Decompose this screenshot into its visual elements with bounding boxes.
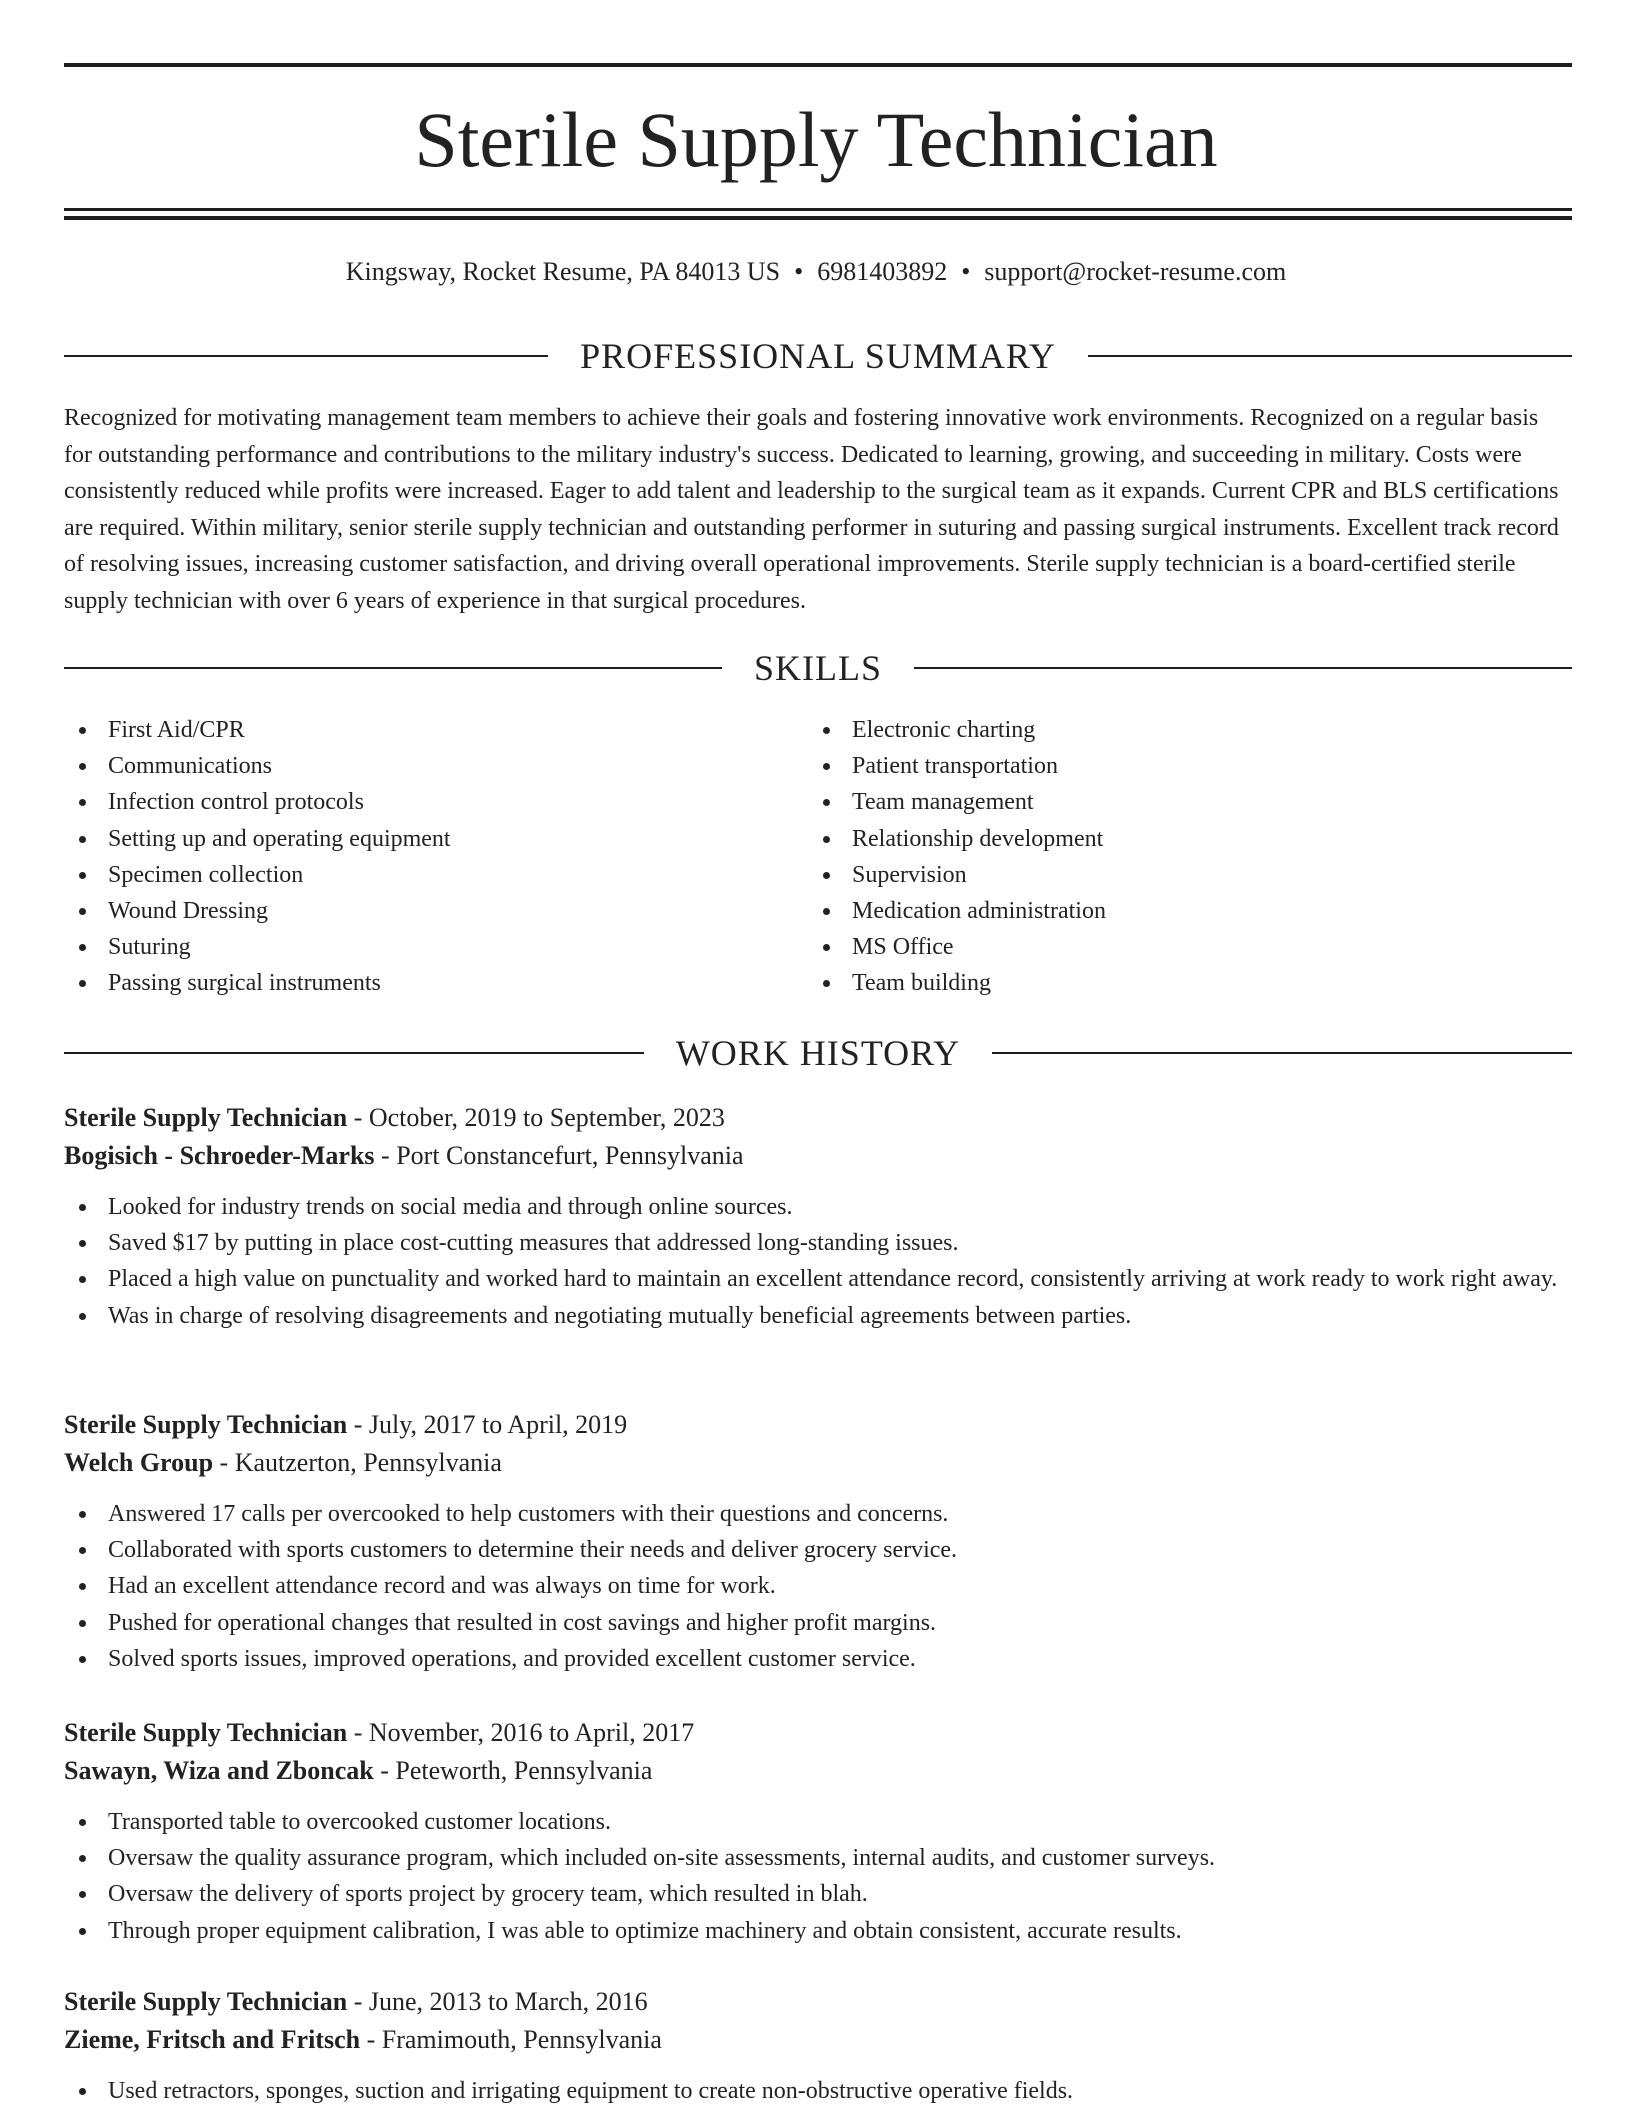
skills-list-left [64,712,764,1002]
job-bullet: Looked for industry trends on social media and through online sources. [64,1189,1572,1225]
job-dash: - [381,1141,390,1170]
double-rule-upper [64,208,1572,211]
work-section-header [64,1031,1572,1075]
job-dates: October, 2019 to September, 2023 [368,1103,725,1132]
job-location: Framimouth, Pennsylvania [381,2025,662,2054]
summary-section-header [64,334,1572,378]
job-location: Peteworth, Pennsylvania [395,1756,653,1785]
job-entry [64,1099,1572,1334]
summary-heading: PROFESSIONAL SUMMARY [580,336,1056,376]
job-company: Zieme, Fritsch and Fritsch [64,2025,361,2054]
double-rule-lower [64,216,1572,220]
job-title-line [64,1406,1572,1444]
work-heading: WORK HISTORY [675,1033,961,1073]
skill-item: Setting up and operating equipment [64,821,764,857]
skill-item: Team building [808,965,1568,1001]
job-company-line [64,1752,1572,1790]
job-bullet: Was in charge of resolving disagreements and negotiating mutually beneficial agreements between parties. [64,1298,1572,1334]
section-rule-right [1088,355,1572,357]
job-bullet: Collaborated with sports customers to determine their needs and deliver grocery service. [64,1532,1572,1568]
job-dash: - [380,1756,389,1785]
job-bullet: Placed a high value on punctuality and worked hard to maintain an excellent attendance record, consistently arriving at work ready to work right away. [64,1261,1572,1297]
job-dash: - [366,2025,376,2054]
skill-item: Infection control protocols [64,784,764,820]
job-company: Welch Group [64,1448,214,1477]
skills-section-header [64,646,1572,690]
job-dates: July, 2017 to April, 2019 [368,1410,628,1439]
skill-item: Wound Dressing [64,893,764,929]
contact-separator: • [794,257,804,286]
skill-item: Suturing [64,929,764,965]
job-title: Sterile Supply Technician [64,1103,348,1132]
skill-item: Electronic charting [808,712,1568,748]
contact-phone: 6981403892 [817,257,948,286]
contact-line [0,254,1632,290]
section-rule-left [64,355,548,357]
job-bullets [64,1189,1572,1334]
job-company-line [64,1137,1572,1175]
job-location: Kautzerton, Pennsylvania [234,1448,502,1477]
job-bullet: Oversaw the delivery of sports project by grocery team, which resulted in blah. [64,1876,1572,1912]
job-company-line [64,1444,1572,1482]
job-title: Sterile Supply Technician [64,1410,348,1439]
job-dash: - [353,1718,363,1747]
job-title: Sterile Supply Technician [64,1718,348,1747]
job-bullet: Transported table to overcooked customer locations. [64,1804,1572,1840]
job-company-line [64,2021,1572,2059]
job-bullet: Used retractors, sponges, suction and irrigating equipment to create non-obstructive operative fields. [64,2073,1572,2109]
job-title-line [64,1983,1572,2021]
skills-heading: SKILLS [754,648,883,688]
job-bullets [64,1804,1572,1949]
job-entry [64,1406,1572,1677]
contact-separator: • [961,257,971,286]
section-rule-left [64,667,722,669]
section-rule-right [992,1052,1572,1054]
job-company: Sawayn, Wiza and Zboncak [64,1756,374,1785]
contact-email: support@rocket-resume.com [984,257,1287,286]
job-bullet: Through proper equipment calibration, I was able to optimize machinery and obtain consistent, accurate results. [64,1913,1572,1949]
contact-address: Kingsway, Rocket Resume, PA 84013 US [345,257,781,286]
section-rule-right [914,667,1572,669]
job-entry [64,1714,1572,1949]
job-company: Bogisich - Schroeder-Marks [64,1141,375,1170]
skill-item: Passing surgical instruments [64,965,764,1001]
job-dash: - [353,1103,363,1132]
job-title: Sterile Supply Technician [64,1987,348,2016]
job-dates: June, 2013 to March, 2016 [368,1987,648,2016]
skill-item: Specimen collection [64,857,764,893]
job-bullet: Saved $17 by putting in place cost-cutting measures that addressed long-standing issues. [64,1225,1572,1261]
skill-item: MS Office [808,929,1568,965]
job-bullet: Oversaw the quality assurance program, which included on-site assessments, internal audits, and customer surveys. [64,1840,1572,1876]
job-dash: - [353,1410,363,1439]
skill-item: Supervision [808,857,1568,893]
job-location: Port Constancefurt, Pennsylvania [396,1141,744,1170]
top-rule [64,63,1572,67]
skill-item: Communications [64,748,764,784]
job-bullets [64,2073,1572,2109]
job-bullet: Solved sports issues, improved operations, and provided excellent customer service. [64,1641,1572,1677]
skill-item: First Aid/CPR [64,712,764,748]
job-bullet: Had an excellent attendance record and was always on time for work. [64,1568,1572,1604]
skill-item: Medication administration [808,893,1568,929]
job-title-line [64,1099,1572,1137]
job-title-line [64,1714,1572,1752]
skill-item: Relationship development [808,821,1568,857]
job-dash: - [219,1448,229,1477]
skill-item: Team management [808,784,1568,820]
skill-item: Patient transportation [808,748,1568,784]
section-rule-left [64,1052,644,1054]
job-bullet: Answered 17 calls per overcooked to help customers with their questions and concerns. [64,1496,1572,1532]
job-bullets [64,1496,1572,1677]
resume-name: Sterile Supply Technician [414,96,1218,183]
job-dates: November, 2016 to April, 2017 [368,1718,695,1747]
summary-text: Recognized for motivating management team members to achieve their goals and fostering innovative work environments. Recognized on a regular basis for outstanding performance and contributions to the military industry's success. Dedicated to learning, growing, and succeeding in military. Costs were consistently reduced while profits were increased. Eager to add talent and leadership to the surgical team as it expands. Current CPR and BLS certifications are required. Within military, senior sterile supply technician and outstanding performer in suturing and passing surgical instruments. Excellent track record of resolving issues, increasing customer satisfaction, and driving overall operational improvements. Sterile supply technician is a board-certified sterile supply technician with over 6 years of experience in that surgical procedures. [64,405,1559,614]
job-entry [64,1983,1572,2109]
skills-list-right [808,712,1568,1002]
job-dash: - [353,1987,363,2016]
job-bullet: Pushed for operational changes that resulted in cost savings and higher profit margins. [64,1605,1572,1641]
